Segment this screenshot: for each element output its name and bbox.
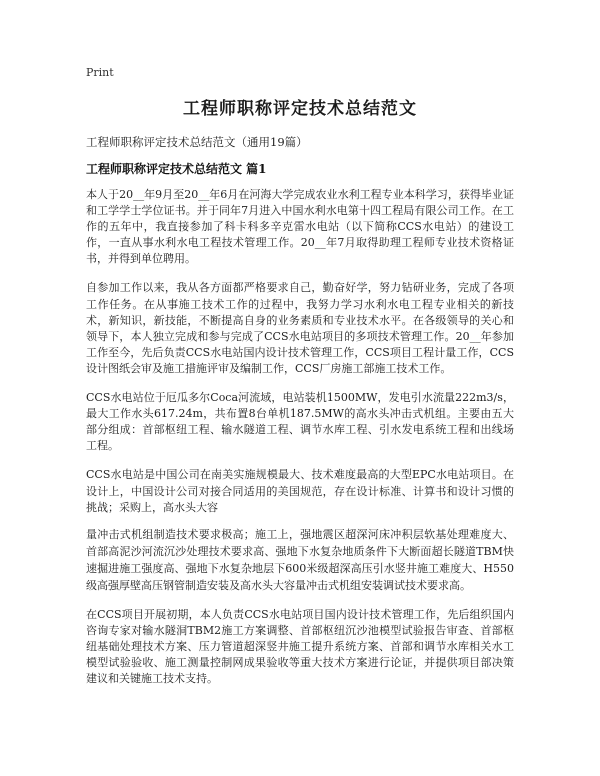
paragraph-technical-requirements: 量冲击式机组制造技术要求极高；施工上，强地震区超深河床冲积层软基处理难度大、首部高泥沙河流沉沙处理技术要求高、强地下水复杂地质条件下大断面超长隧道TBM快速掘进施工强度高、强地下水复杂地层下600米级超深高压引水竖井施工难度大、H550级高强厚壁高压钢管制造安装及高水头大容量冲击式机组安装调试技术要求高。 xyxy=(86,527,514,592)
print-label: Print xyxy=(86,66,114,79)
paragraph-project-overview: CCS水电站位于厄瓜多尔Coca河流域，电站装机1500MW，发电引水流量222m3/s，最大工作水头617.24m，共布置8台单机187.5MW的高水头冲击式机组。主要由五大部分组成：首部枢纽工程、输水隧道工程、调节水库工程、引水发电系统工程和出线场工程。 xyxy=(86,391,514,453)
paragraph-education: 本人于20__年9月至20__年6月在河海大学完成农业水利工程专业本科学习，获得毕业证和工学学士学位证书。并于同年7月进入中国水利水电第十四工程局有限公司工作。在工作的五年中，我直接参加了科卡科多辛克雷水电站（以下简称CCS水电站）的建设工作，一直从事水利水电工程技术管理工作。20__年7月取得助理工程师专业技术资格证书，并得到单位聘用。 xyxy=(86,188,514,266)
document-subtitle: 工程师职称评定技术总结范文（通用19篇） xyxy=(86,135,308,149)
section-heading: 工程师职称评定技术总结范文 篇1 xyxy=(86,162,267,176)
paragraph-design-management: 在CCS项目开展初期，本人负责CCS水电站项目国内设计技术管理工作，先后组织国内咨询专家对输水隧洞TBM2施工方案调整、首部枢纽沉沙池模型试验报告审查、首部枢纽基础处理技术方案、压力管道超深竖井施工提升系统方案、首部和调节水库相关水工模型试验验收、施工测量控制网成果验收等重大技术方案进行论证，并提供项目部决策建议和关键施工技术支持。 xyxy=(86,607,514,686)
document-title: 工程师职称评定技术总结范文 xyxy=(183,99,417,119)
paragraph-project-challenges: CCS水电站是中国公司在南美实施规模最大、技术难度最高的大型EPC水电站项目。在设计上，中国设计公司对接合同适用的美国规范，存在设计标准、计算书和设计习惯的挑战；采购上，高水头大容 xyxy=(86,468,514,514)
paragraph-work-experience: 自参加工作以来，我从各方面都严格要求自己，勤奋好学，努力钻研业务，完成了各项工作任务。在从事施工技术工作的过程中，我努力学习水利水电工程专业相关的新技术，新知识，新技能，不断提高自身的业务素质和专业技术水平。在各级领导的关心和领导下，本人独立完成和参与完成了CCS水电站项目的多项技术管理工作。20__年参加工作至今，先后负责CCS水电站国内设计技术管理工作，CCS项目工程计量工作，CCS设计图纸会审及施工措施评审及编制工作，CCS厂房施工部施工技术工作。 xyxy=(86,281,514,375)
